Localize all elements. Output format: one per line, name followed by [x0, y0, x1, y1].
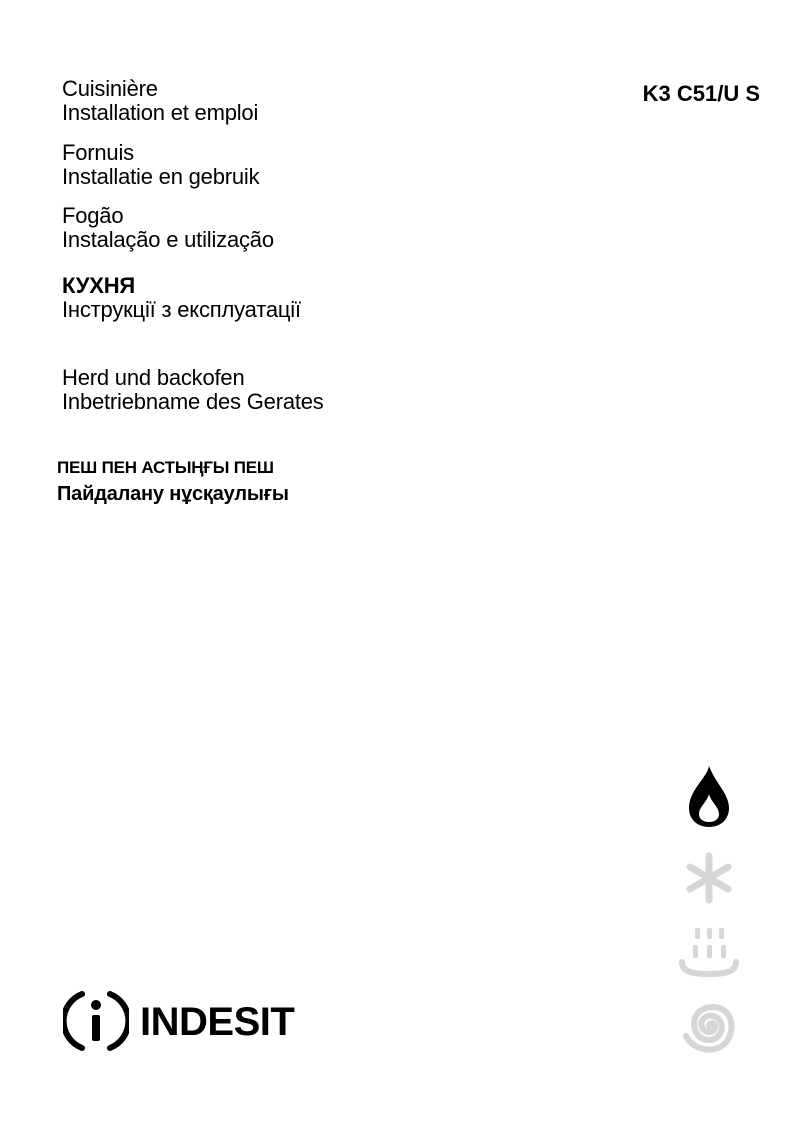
language-title: Herd und backofen	[62, 365, 245, 390]
language-title: ПЕШ ПЕН АСТЫҢҒЫ ПЕШ	[57, 458, 274, 477]
language-block-german	[62, 366, 324, 414]
language-subtitle: Інструкції з експлуатації	[62, 297, 301, 322]
snowflake-icon	[676, 850, 742, 906]
model-number: K3 C51/U S	[642, 81, 760, 106]
gas-flame-icon	[676, 764, 742, 830]
language-block-kazakh	[57, 457, 289, 509]
language-block-french	[62, 77, 258, 125]
language-subtitle: Пайдалану нұсқаулығы	[57, 483, 289, 505]
language-title: Fornuis	[62, 140, 134, 165]
language-title: Fogão	[62, 203, 124, 228]
language-subtitle: Installatie en gebruik	[62, 164, 260, 189]
language-subtitle: Inbetriebname des Gerates	[62, 389, 324, 414]
info-circle-icon	[63, 988, 129, 1054]
steam-icon	[676, 924, 742, 982]
logo-wordmark: INDESIT	[140, 1000, 295, 1044]
language-subtitle: Installation et emploi	[62, 100, 259, 125]
indesit-logo	[63, 988, 303, 1054]
language-block-ukrainian	[62, 274, 301, 322]
language-block-dutch	[62, 141, 259, 189]
language-subtitle: Instalação e utilização	[62, 227, 274, 252]
language-block-portuguese	[62, 204, 274, 252]
language-title: Cuisinière	[62, 76, 158, 101]
spiral-icon	[676, 996, 742, 1056]
language-title: КУХНЯ	[62, 273, 136, 298]
